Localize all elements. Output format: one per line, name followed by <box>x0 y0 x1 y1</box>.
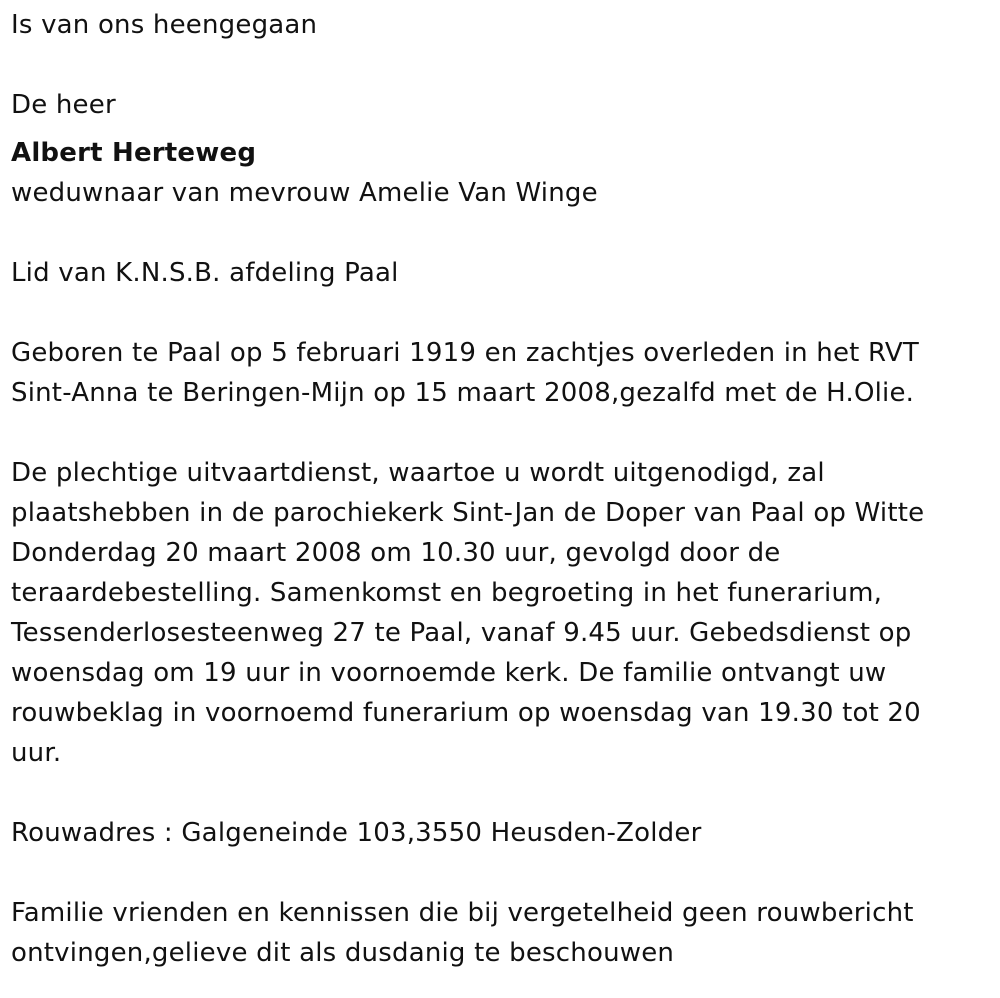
paragraph-line: Donderdag 20 maart 2008 om 10.30 uur, gevolgd door de <box>11 538 781 568</box>
birth-death-paragraph <box>11 333 986 413</box>
title-prefix: De heer <box>11 90 116 120</box>
paragraph-line: uur. <box>11 738 62 768</box>
paragraph-line: De plechtige uitvaartdienst, waartoe u wordt uitgenodigd, zal <box>11 458 825 488</box>
paragraph-line: teraardebestelling. Samenkomst en begroeting in het funerarium, <box>11 578 883 608</box>
paragraph-line: plaatshebben in de parochiekerk Sint-Jan de Doper van Paal op Witte <box>11 498 925 528</box>
paragraph-line: ontvingen,gelieve dit als dusdanig te beschouwen <box>11 938 675 968</box>
paragraph-line: Tessenderlosesteenweg 27 te Paal, vanaf 9.45 uur. Gebedsdienst op <box>11 618 912 648</box>
obituary-document <box>11 5 986 973</box>
relation-line: weduwnaar van mevrouw Amelie Van Winge <box>11 178 598 208</box>
paragraph-line: woensdag om 19 uur in voornoemde kerk. De familie ontvangt uw <box>11 658 887 688</box>
membership-line: Lid van K.N.S.B. afdeling Paal <box>11 258 399 288</box>
closing-paragraph <box>11 893 986 973</box>
paragraph-line: Sint-Anna te Beringen-Mijn op 15 maart 2008,gezalfd met de H.Olie. <box>11 378 915 408</box>
intro-line: Is van ons heengegaan <box>11 10 318 40</box>
paragraph-line: Geboren te Paal op 5 februari 1919 en zachtjes overleden in het RVT <box>11 338 919 368</box>
mourning-address: Rouwadres : Galgeneinde 103,3550 Heusden-Zolder <box>11 818 702 848</box>
funeral-paragraph <box>11 453 986 773</box>
deceased-name: Albert Herteweg <box>11 138 257 168</box>
paragraph-line: rouwbeklag in voornoemd funerarium op woensdag van 19.30 tot 20 <box>11 698 921 728</box>
paragraph-line: Familie vrienden en kennissen die bij vergetelheid geen rouwbericht <box>11 898 914 928</box>
